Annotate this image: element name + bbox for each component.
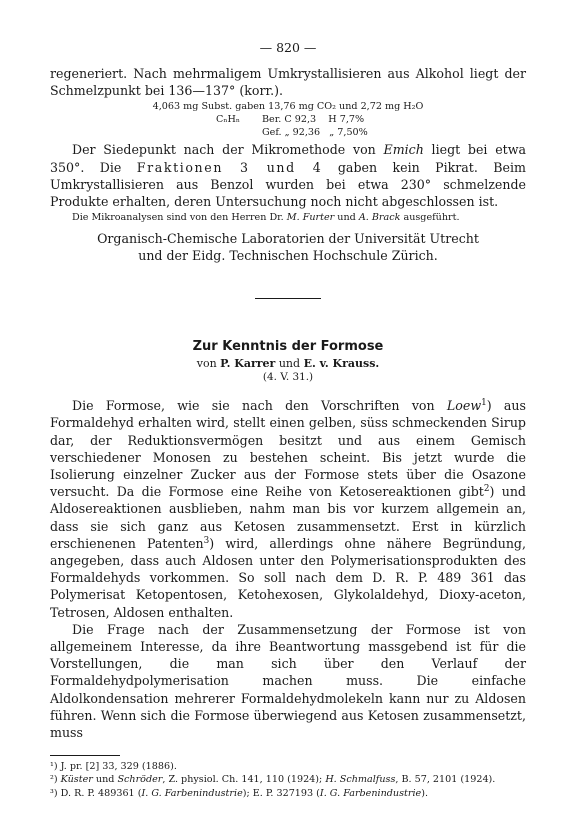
paragraph-continuation: regeneriert. Nach mehrmaligem Umkrystallisieren aus Alkohol liegt der Schmelzpunkt bei 136—137° (korr.). (50, 66, 526, 99)
section-divider (255, 298, 321, 299)
paragraph-boiling-point: Der Siedepunkt nach der Mikromethode von Emich liegt bei etwa 350°. Die Fraktionen 3 und 4 gaben kein Pikrat. Beim Umkrystallisieren aus Benzol wurden bei etwa 230° schmelzende Produkte erhalten, deren Untersuchung noch nicht abgeschlossen ist. (50, 142, 526, 210)
footnote-ref-2: 2 (483, 484, 490, 495)
article-title: Zur Kenntnis der Formose (192, 339, 384, 355)
name-emich: Emich (383, 142, 424, 158)
footnote-3: ³) D. R. P. 489361 (I. G. Farbenindustrie); E. P. 327193 (I. G. Farbenindustrie). (50, 787, 428, 799)
footnote-separator (50, 755, 120, 756)
article-date: (4. V. 31.) (262, 371, 314, 384)
fractions-emphasis: Fraktionen 3 und 4 (136, 159, 323, 175)
analysis-calculated: Ber. C 92,3 H 7,7% (262, 114, 365, 126)
article-authors: von P. Karrer und E. v. Krauss. (196, 357, 380, 371)
analysis-calculated-row (50, 113, 526, 126)
footnote-1: ¹) J. pr. [2] 33, 329 (1886). (50, 761, 177, 773)
affiliation-line-1: Organisch-Chemische Laboratorien der Universität Utrecht (97, 231, 479, 247)
affiliation (50, 230, 526, 264)
author-krauss: E. v. Krauss. (303, 357, 380, 371)
elemental-analysis (50, 100, 526, 139)
page (50, 40, 526, 800)
paragraph-intro: Die Formose, wie sie nach den Vorschriften von Loew$^1$) aus Formaldehyd erhalten wird, stellt einen gelben, süss schmeckenden Sirup dar, der Reduktionsvermögen besitzt und aus einem Gemisch verschiedener Monosen zu bestehen scheint. Bis jetzt wurde die Isolierung einzelner Zucker aus der Formose stets über die Osazone versucht. Da die Formose eine Reihe von Ketosereaktionen gibt$^2$) und Aldosereaktionen ausblieben, nahm man bis vor kurzem allgemein an, dass sie sich ganz aus Ketosen zusammensetzt. Erst in kürzlich erschienenen Patenten$^3$) wird, allerdings ohne nähere Begründung, angegeben, dass auch Aldosen unter den Polymerisationsprodukten des Formaldehyds vorkommen. So soll nach dem D. R. P. 489 361 das Polymerisat Ketopentosen, Ketohexosen, Glykolaldehyd, Dioxy-aceton, Tetrosen, Aldosen enthalten. (50, 398, 527, 620)
page-number: — 820 — (259, 40, 317, 55)
footnote-ref-3: 3 (203, 535, 210, 546)
microanalysis-note: Die Mikroanalysen sind von den Herren Dr. M. Furter und A. Brack ausgeführt. (72, 212, 460, 224)
affiliation-line-2: und der Eidg. Technischen Hochschule Zürich. (138, 248, 438, 264)
analysis-substance-line: 4,063 mg Subst. gaben 13,76 mg CO₂ und 2,72 mg H₂O (152, 101, 424, 113)
analysis-found: Gef. „ 92,36 „ 7,50% (262, 127, 368, 139)
footnote-2: ²) Küster und Schröder, Z. physiol. Ch. 141, 110 (1924); H. Schmalfuss, B. 57, 2101 (1924). (50, 774, 496, 786)
footnote-ref-1: 1 (481, 398, 487, 409)
author-karrer: P. Karrer (220, 357, 276, 371)
name-loew: Loew (446, 398, 482, 414)
analysis-found-row (50, 126, 526, 139)
analysis-formula: CₙHₙ (215, 114, 240, 126)
paragraph-question: Die Frage nach der Zusammensetzung der Formose ist von allgemeinem Interesse, da ihre Beantwortung massgebend ist für die Vorstellungen, die man sich über den Verlauf der Formaldehydpolymerisation machen muss. Die einfache Aldolkondensation mehrerer Formaldehydmolekeln kann nur zu Aldosen führen. Wenn sich die Formose überwiegend aus Ketosen zusammensetzt, muss (50, 621, 526, 741)
